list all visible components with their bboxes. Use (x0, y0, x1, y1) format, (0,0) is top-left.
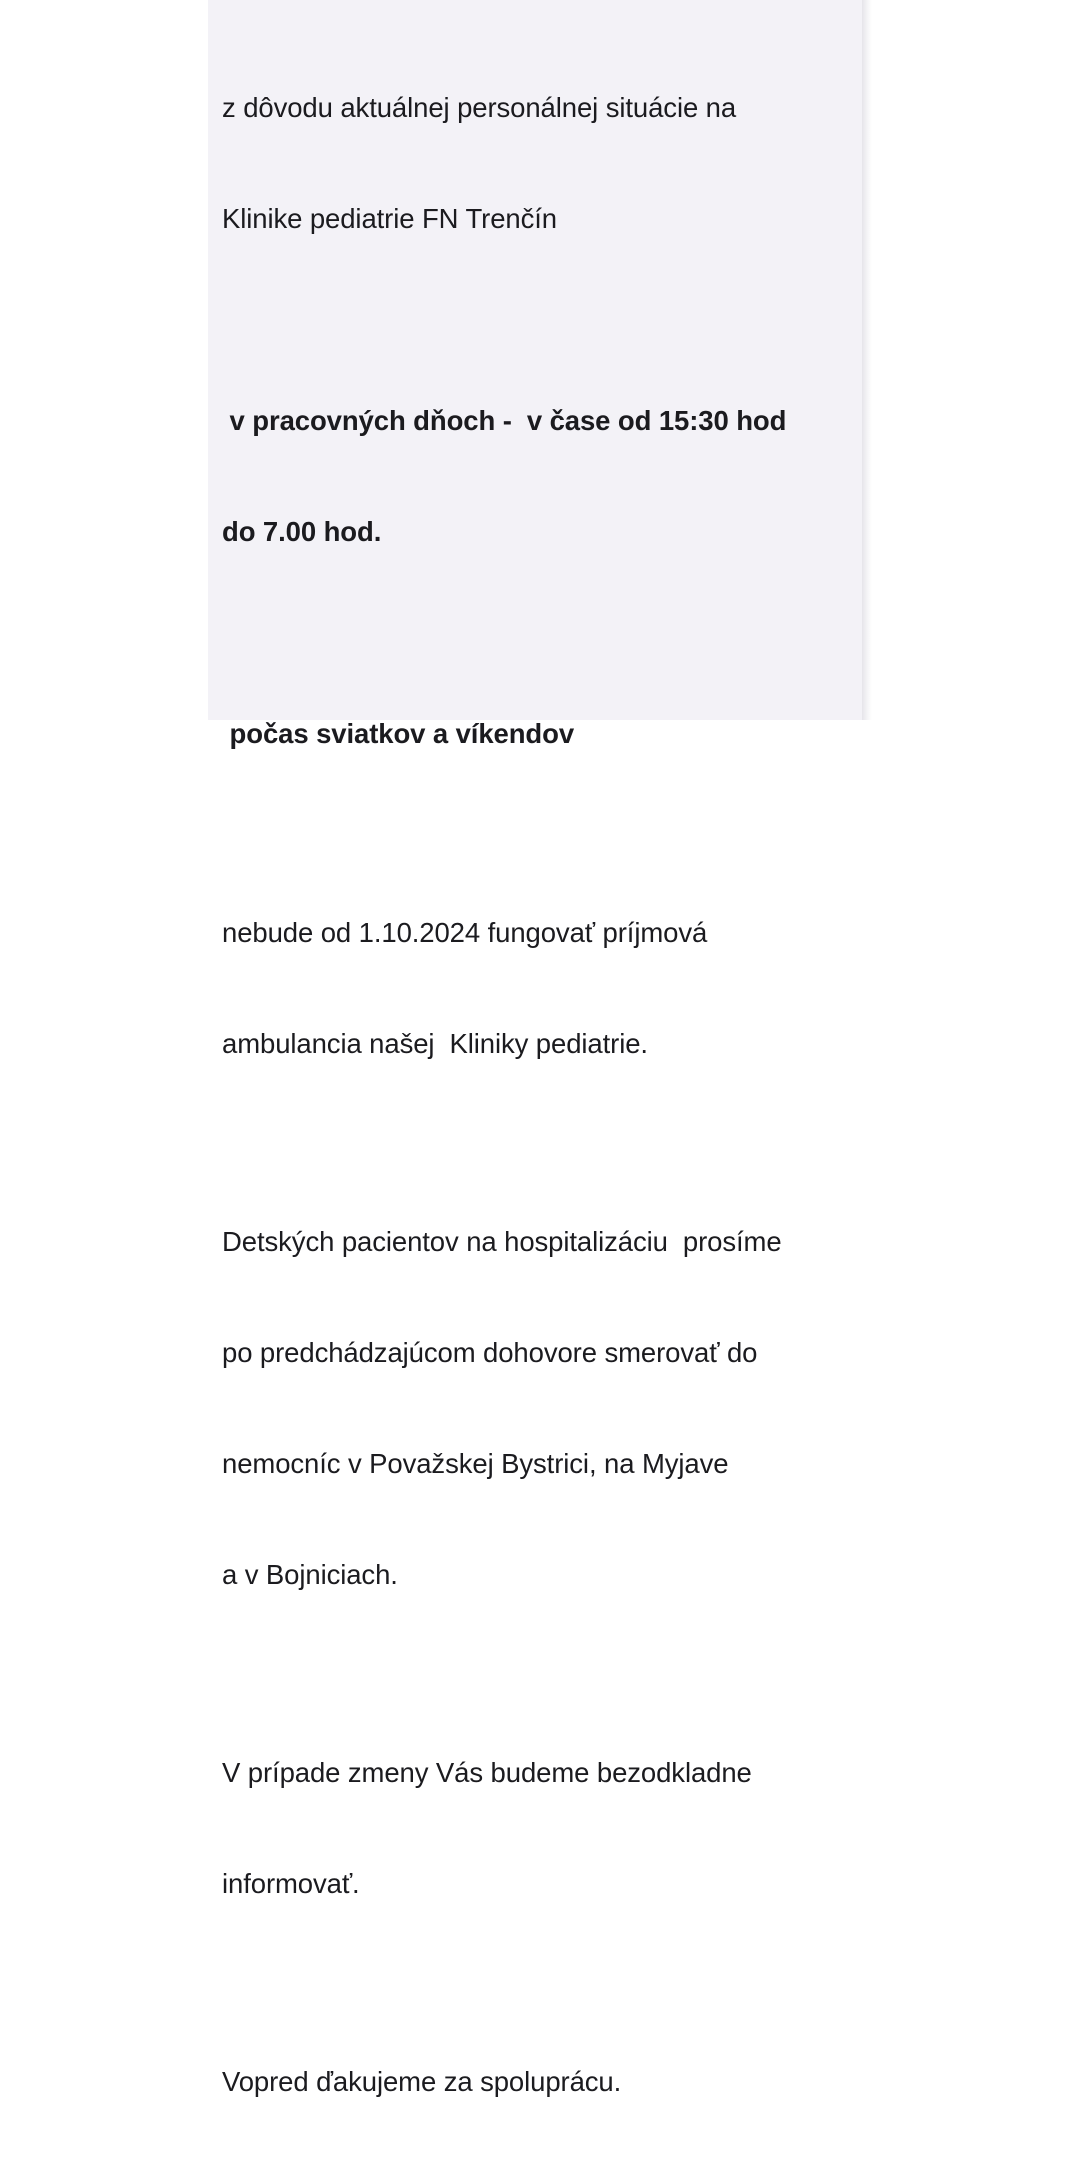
redirect-line-1: Detských pacientov na hospitalizáciu prosíme (222, 1226, 782, 1257)
thanks-paragraph (222, 1989, 852, 2174)
weekday-hours-line-1: v pracovných dňoch - v čase od 15:30 hod (222, 405, 787, 436)
panel-edge-shadow (862, 0, 872, 720)
thanks-line: Vopred ďakujeme za spoluprácu. (222, 2066, 622, 2097)
redirect-line-2: po predchádzajúcom dohovore smerovať do (222, 1337, 758, 1368)
closure-line-2: ambulancia našej Kliniky pediatrie. (222, 1028, 648, 1059)
redirect-line-3: nemocníc v Považskej Bystrici, na Myjave (222, 1448, 729, 1479)
intro-paragraph (222, 15, 852, 311)
change-notice-line-1: V prípade zmeny Vás budeme bezodkladne (222, 1757, 752, 1788)
closure-line-1: nebude od 1.10.2024 fungovať príjmová (222, 917, 708, 948)
weekday-hours-paragraph (222, 328, 852, 624)
change-notice-paragraph (222, 1680, 852, 1976)
redirect-line-4: a v Bojniciach. (222, 1559, 398, 1590)
weekday-hours-line-2: do 7.00 hod. (222, 516, 382, 547)
intro-line-2: Klinike pediatrie FN Trenčín (222, 203, 557, 234)
closure-paragraph (222, 840, 852, 1136)
intro-line-1: z dôvodu aktuálnej personálnej situácie na (222, 92, 737, 123)
change-notice-line-2: informovať. (222, 1868, 360, 1899)
holidays-paragraph (222, 641, 852, 826)
notice-body (222, 15, 852, 2174)
document-panel (208, 0, 862, 2097)
redirect-paragraph (222, 1149, 852, 1667)
holidays-line: počas sviatkov a víkendov (222, 718, 575, 749)
